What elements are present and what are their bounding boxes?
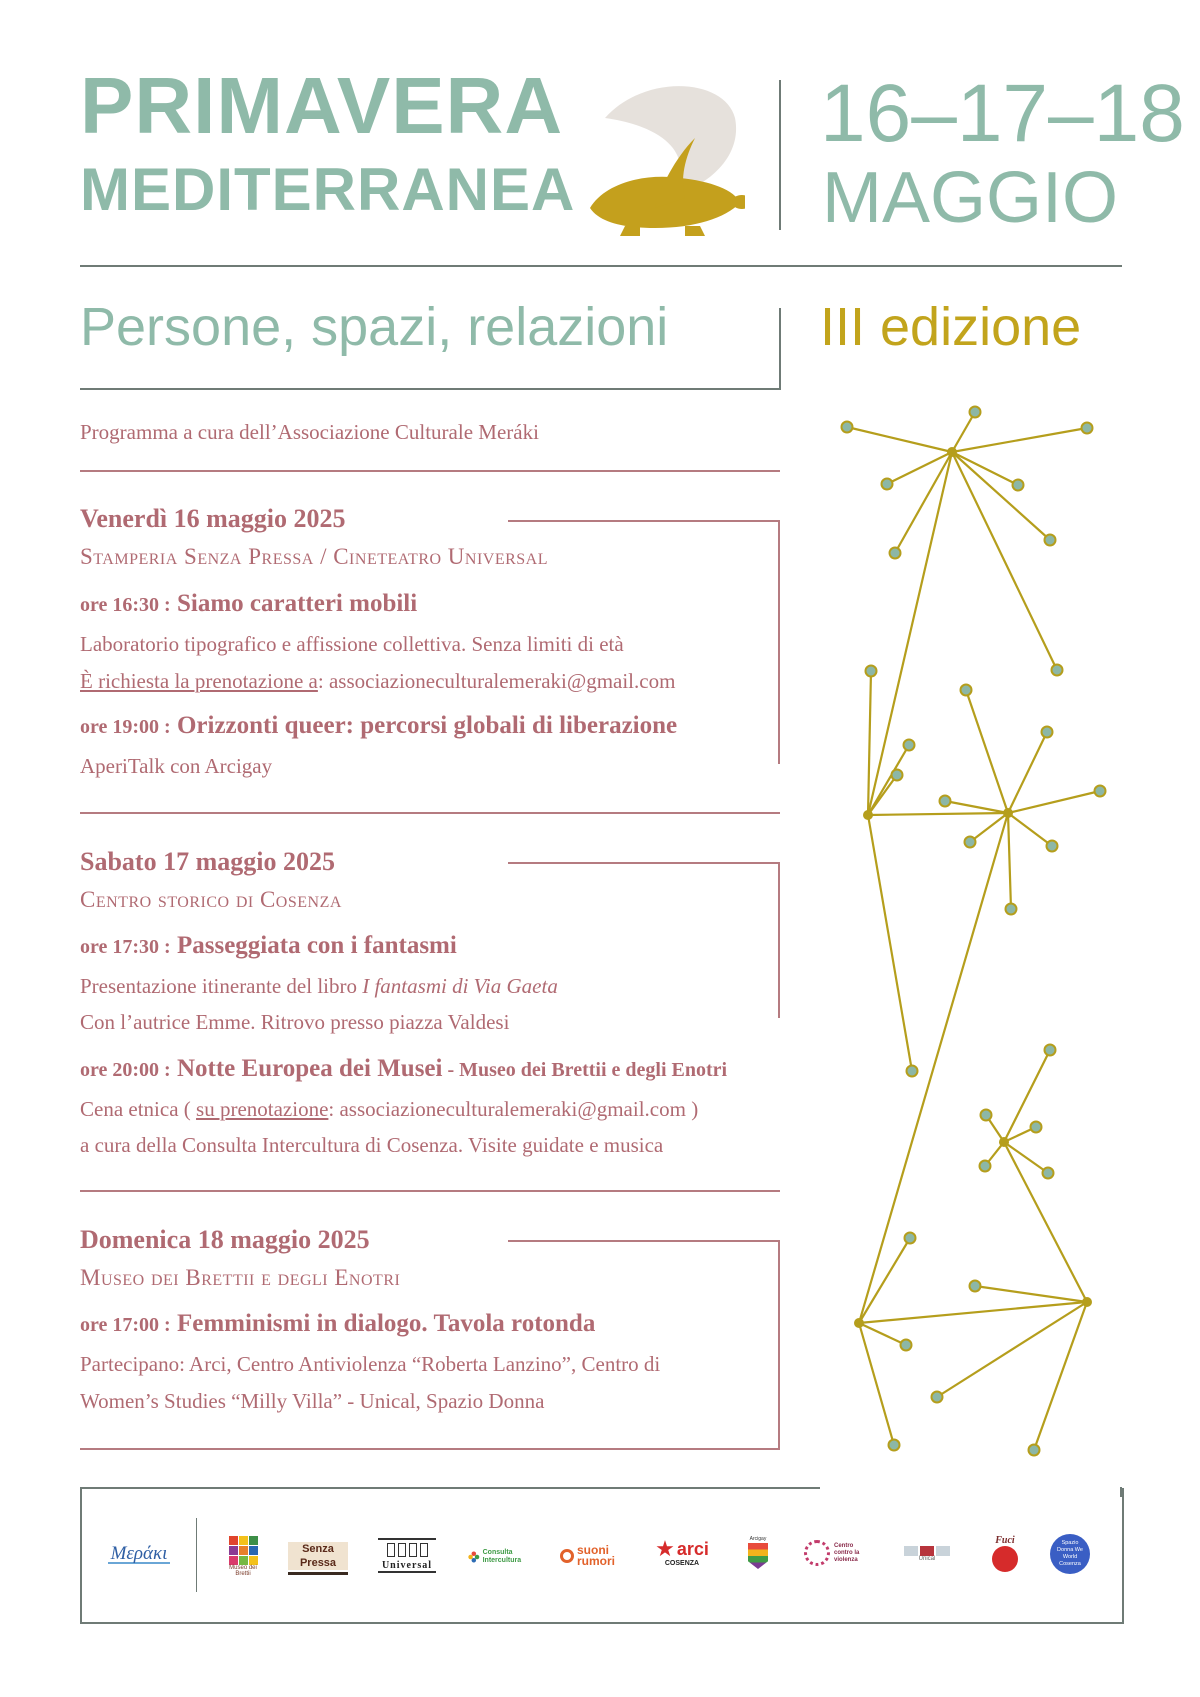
event-description: AperiTalk con Arcigay (80, 754, 273, 778)
saturday-frame-right (778, 862, 780, 1018)
museo-brettii-text: Museo dei Brettii (229, 1565, 257, 1577)
dinner-line (80, 1097, 698, 1122)
event-description (80, 974, 558, 999)
day-title-friday: Venerdì 16 maggio 2025 (80, 504, 346, 533)
event-description: Women’s Studies “Milly Villa” - Unical, Spazio Donna (80, 1389, 545, 1413)
unical-logo (896, 1546, 958, 1562)
arcigay-logo (744, 1536, 772, 1569)
dates-line-2: MAGGIO (822, 158, 1119, 238)
event-location: - Museo dei Brettii e degli Enotri (442, 1059, 728, 1081)
event-name: Siamo caratteri mobili (176, 590, 418, 617)
curator-rule (80, 470, 780, 472)
event-time: ore 17:00 : (80, 1314, 171, 1336)
event-time: ore 20:00 : (80, 1059, 171, 1081)
star-icon: ★ (655, 1536, 675, 1561)
reservation-email[interactable]: : associazioneculturalemeraki@gmail.com (317, 669, 676, 693)
fuci-text: Fuci (995, 1535, 1015, 1546)
event-saturday-1 (80, 932, 457, 960)
sponsors-divider (196, 1518, 197, 1592)
meraki-logo (108, 1543, 170, 1564)
header-vertical-divider (779, 80, 781, 230)
subtitle-vertical-divider (779, 308, 781, 390)
suoni-rumori-text: suoni rumori (577, 1543, 616, 1568)
sponsors-box-top-rule (80, 1487, 820, 1489)
day-title-saturday: Sabato 17 maggio 2025 (80, 847, 335, 876)
spazio-donna-logo (1050, 1534, 1090, 1574)
book-title: I fantasmi di Via Gaeta (362, 974, 558, 998)
event-description: Partecipano: Arci, Centro Antiviolenza “Roberta Lanzino”, Centro di (80, 1352, 661, 1376)
sunday-frame-right (778, 1240, 780, 1450)
suoni-rumori-logo (560, 1545, 624, 1567)
event-sunday-1 (80, 1310, 595, 1338)
event-name: Orizzonti queer: percorsi globali di liberazione (176, 712, 678, 739)
universal-logo (378, 1538, 436, 1573)
reservation-note: È richiesta la prenotazione a (80, 669, 318, 693)
title-line-1: PRIMAVERA (80, 61, 564, 150)
consulta-intercultura-logo (468, 1548, 528, 1566)
dinner-text: Cena etnica ( (80, 1097, 197, 1121)
event-time: ore 16:30 : (80, 594, 171, 616)
event-time: ore 17:30 : (80, 936, 171, 958)
unical-text: Unical (918, 1556, 936, 1562)
reservation-line (80, 669, 675, 694)
saturday-frame-top (508, 862, 780, 864)
fuci-logo (988, 1535, 1022, 1572)
subtitle: Persone, spazi, relazioni (80, 297, 669, 357)
arcigay-text: Arcigay (749, 1536, 767, 1542)
edition-label: III edizione (820, 297, 1082, 357)
friday-frame-right (778, 520, 780, 764)
subtitle-rule (80, 388, 781, 390)
dates-line-1: 16–17–18 (820, 68, 1185, 159)
meraki-logo-text: Μεράκι (110, 1543, 168, 1564)
universal-text: Universal (381, 1560, 433, 1571)
description-text: Presentazione itinerante del libro (80, 974, 363, 998)
venue-friday: Stamperia Senza Pressa / Cineteatro Universal (80, 544, 549, 569)
header-rule (80, 265, 1122, 267)
consulta-text: Consulta Intercultura (482, 1549, 522, 1564)
event-description: Con l’autrice Emme. Ritrovo presso piazza Valdesi (80, 1010, 510, 1034)
event-friday-1 (80, 590, 417, 618)
turtle-sail-logo (585, 78, 745, 238)
venue-saturday: Centro storico di Cosenza (80, 887, 342, 912)
senza-pressa-text: Senza Pressa (288, 1542, 348, 1570)
event-description: a cura della Consulta Intercultura di Cosenza. Visite guidate e musica (80, 1133, 664, 1157)
event-name: Femminismi in dialogo. Tavola rotonda (176, 1310, 596, 1337)
spazio-donna-text: Spazio Donna We World Cosenza (1057, 1540, 1083, 1567)
centro-antiviolenza-logo (804, 1540, 870, 1566)
arci-logo: ★ arci COSENZA (655, 1536, 709, 1567)
sunday-rule (80, 1448, 780, 1450)
friday-rule (80, 812, 780, 814)
museo-brettii-logo (228, 1536, 258, 1577)
senza-pressa-logo (288, 1542, 348, 1575)
event-description: Laboratorio tipografico e affissione collettiva. Senza limiti di età (80, 632, 624, 656)
title-line-2: MEDITERRANEA (80, 156, 576, 223)
event-name: Notte Europea dei Musei (176, 1055, 443, 1082)
sponsors-box-top-right (1120, 1487, 1122, 1497)
venue-sunday: Museo dei Brettii e degli Enotri (80, 1265, 401, 1290)
constellation-graphic (820, 395, 1120, 1465)
arci-text: arci (676, 1538, 709, 1559)
friday-frame-top (508, 520, 780, 522)
curator-line: Programma a cura dell’Associazione Culturale Meráki (80, 420, 539, 444)
reservation-email[interactable]: : associazioneculturalemeraki@gmail.com ) (328, 1097, 699, 1121)
event-saturday-2 (80, 1055, 727, 1083)
event-name: Passeggiata con i fantasmi (176, 932, 457, 959)
day-title-sunday: Domenica 18 maggio 2025 (80, 1225, 370, 1254)
reservation-note: su prenotazione (196, 1097, 329, 1121)
centro-antiviolenza-text: Centro contro la violenza (834, 1542, 860, 1563)
event-time: ore 19:00 : (80, 716, 171, 738)
saturday-rule (80, 1190, 780, 1192)
event-friday-2 (80, 712, 677, 740)
sunday-frame-top (508, 1240, 780, 1242)
flower-icon (468, 1548, 480, 1566)
